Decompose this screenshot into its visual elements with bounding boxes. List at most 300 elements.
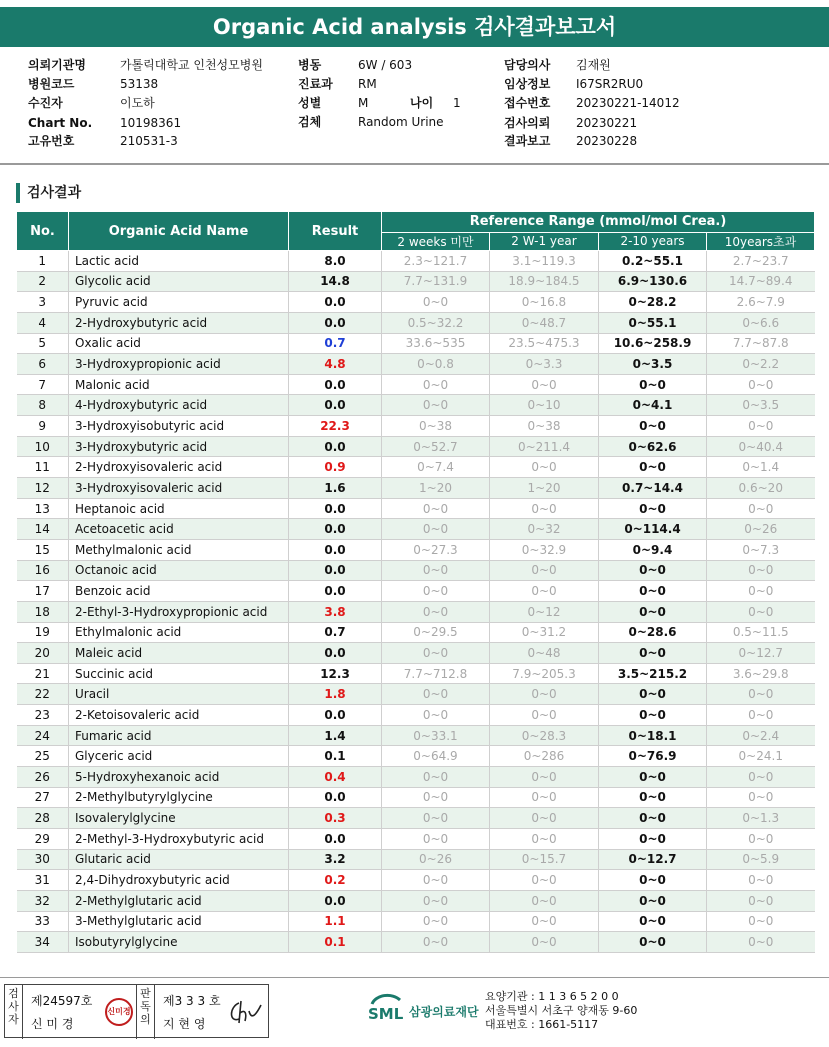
table-row	[17, 457, 815, 478]
row-number: 32	[17, 890, 69, 911]
header-ref-col: 2-10 years	[599, 232, 707, 250]
reference-range: 0~0	[707, 705, 815, 726]
row-number: 24	[17, 725, 69, 746]
table-row	[17, 271, 815, 292]
info-specimen	[298, 113, 498, 132]
reference-range: 0~26	[707, 519, 815, 540]
result-value: 22.3	[289, 416, 382, 437]
reference-range: 0~12	[490, 601, 599, 622]
reference-range: 0~28.3	[490, 725, 599, 746]
reference-range: 0~32.9	[490, 539, 599, 560]
reference-range: 33.6~535	[382, 333, 490, 354]
row-number: 25	[17, 746, 69, 767]
reference-range: 0~28.2	[599, 292, 707, 313]
reference-range: 0~0	[490, 498, 599, 519]
info-label: 진료과	[298, 77, 333, 91]
reference-range: 0~0	[599, 767, 707, 788]
patient-info	[0, 54, 829, 160]
reference-range: 0~76.9	[599, 746, 707, 767]
info-chart-no	[28, 114, 298, 133]
row-number: 14	[17, 519, 69, 540]
table-row	[17, 643, 815, 664]
reference-range: 0~12.7	[707, 643, 815, 664]
result-value: 0.0	[289, 787, 382, 808]
result-value: 0.0	[289, 539, 382, 560]
row-number: 7	[17, 374, 69, 395]
reference-range: 0~0	[599, 870, 707, 891]
reference-range: 0~0	[382, 787, 490, 808]
reference-range: 0~0	[490, 787, 599, 808]
row-number: 33	[17, 911, 69, 932]
lab-institution-code: 요양기관 : 1 1 3 6 5 2 0 0	[485, 990, 619, 1003]
reference-range: 0~0	[382, 374, 490, 395]
reference-range: 0~1.4	[707, 457, 815, 478]
reference-range: 0~0	[490, 808, 599, 829]
info-value: 1	[453, 96, 461, 110]
result-value: 3.2	[289, 849, 382, 870]
reference-range: 0.6~20	[707, 478, 815, 499]
table-row	[17, 849, 815, 870]
reference-range: 0~0	[382, 870, 490, 891]
info-value: 10198361	[120, 116, 182, 130]
reference-range: 0~0	[599, 374, 707, 395]
reference-range: 0~0	[599, 601, 707, 622]
reference-range: 7.7~712.8	[382, 663, 490, 684]
reviewer-name: 지 현 영	[163, 1017, 206, 1031]
result-value: 0.0	[289, 374, 382, 395]
table-row	[17, 828, 815, 849]
reference-range: 0~0	[707, 581, 815, 602]
acid-name: Lactic acid	[69, 251, 289, 272]
reference-range: 0~28.6	[599, 622, 707, 643]
table-row	[17, 436, 815, 457]
header-ref-col: 10years초과	[707, 232, 815, 250]
result-value: 0.0	[289, 643, 382, 664]
reference-range: 0~0	[599, 684, 707, 705]
info-label: 나이	[410, 96, 434, 110]
acid-name: Succinic acid	[69, 663, 289, 684]
reference-range: 0~48	[490, 643, 599, 664]
row-number: 28	[17, 808, 69, 829]
reference-range: 3.6~29.8	[707, 663, 815, 684]
tester-name: 신 미 경	[31, 1017, 74, 1031]
reference-range: 0~38	[490, 416, 599, 437]
reference-range: 0~0	[490, 767, 599, 788]
info-value: 53138	[120, 77, 159, 91]
tester-license: 제24597호	[31, 994, 93, 1008]
acid-name: Methylmalonic acid	[69, 539, 289, 560]
row-number: 27	[17, 787, 69, 808]
reference-range: 0~64.9	[382, 746, 490, 767]
acid-name: Glyceric acid	[69, 746, 289, 767]
acid-name: 3-Hydroxybutyric acid	[69, 436, 289, 457]
reference-range: 0~3.3	[490, 354, 599, 375]
reference-range: 0~0	[490, 890, 599, 911]
reference-range: 0~0	[707, 601, 815, 622]
table-row	[17, 911, 815, 932]
result-value: 0.0	[289, 498, 382, 519]
info-request-date	[504, 114, 754, 133]
header-ref-col: 2 W-1 year	[490, 232, 599, 250]
reference-range: 3.5~215.2	[599, 663, 707, 684]
info-value: 6W / 603	[358, 58, 413, 72]
reference-range: 0~0	[382, 705, 490, 726]
acid-name: Fumaric acid	[69, 725, 289, 746]
reference-range: 0~0	[382, 808, 490, 829]
result-value: 0.7	[289, 333, 382, 354]
reference-range: 0~1.3	[707, 808, 815, 829]
result-value: 0.0	[289, 436, 382, 457]
row-number: 16	[17, 560, 69, 581]
reference-range: 0~10	[490, 395, 599, 416]
reference-range: 0.2~55.1	[599, 251, 707, 272]
row-number: 10	[17, 436, 69, 457]
acid-name: Isovalerylglycine	[69, 808, 289, 829]
reference-range: 1~20	[382, 478, 490, 499]
row-number: 17	[17, 581, 69, 602]
acid-name: Heptanoic acid	[69, 498, 289, 519]
reference-range: 0~2.4	[707, 725, 815, 746]
table-row	[17, 787, 815, 808]
acid-name: Octanoic acid	[69, 560, 289, 581]
table-row	[17, 560, 815, 581]
reference-range: 0~0	[599, 705, 707, 726]
table-row	[17, 374, 815, 395]
reference-range: 2.3~121.7	[382, 251, 490, 272]
info-label: 의뢰기관명	[28, 58, 86, 72]
table-row	[17, 932, 815, 953]
reference-range: 0~18.1	[599, 725, 707, 746]
result-value: 0.0	[289, 395, 382, 416]
reference-range: 6.9~130.6	[599, 271, 707, 292]
table-row	[17, 601, 815, 622]
reference-range: 7.7~87.8	[707, 333, 815, 354]
info-value: 210531-3	[120, 134, 178, 148]
reference-range: 1~20	[490, 478, 599, 499]
info-hospital	[28, 56, 298, 75]
info-report-date	[504, 132, 754, 151]
reference-range: 0~0	[707, 416, 815, 437]
signature-icon	[227, 997, 263, 1027]
reference-range: 0~0	[490, 705, 599, 726]
result-value: 0.0	[289, 581, 382, 602]
results-table	[16, 211, 815, 953]
row-number: 22	[17, 684, 69, 705]
acid-name: Malonic acid	[69, 374, 289, 395]
info-department	[298, 75, 498, 94]
table-row	[17, 870, 815, 891]
reference-range: 0~7.4	[382, 457, 490, 478]
reference-range: 10.6~258.9	[599, 333, 707, 354]
info-label: 성별	[298, 96, 322, 110]
info-value: I67SR2RU0	[576, 77, 644, 91]
info-recipient	[28, 94, 298, 113]
acid-name: 2-Ketoisovaleric acid	[69, 705, 289, 726]
reference-range: 0~32	[490, 519, 599, 540]
result-value: 1.1	[289, 911, 382, 932]
acid-name: 2-Ethyl-3-Hydroxypropionic acid	[69, 601, 289, 622]
acid-name: 3-Hydroxypropionic acid	[69, 354, 289, 375]
info-label: 접수번호	[504, 96, 551, 110]
reference-range: 0~55.1	[599, 312, 707, 333]
row-number: 26	[17, 767, 69, 788]
row-number: 6	[17, 354, 69, 375]
reference-range: 0~15.7	[490, 849, 599, 870]
tester-label-text: 검사자	[8, 987, 19, 1026]
reference-range: 0~0	[599, 828, 707, 849]
reference-range: 3.1~119.3	[490, 251, 599, 272]
info-value: 이도하	[120, 96, 155, 110]
row-number: 8	[17, 395, 69, 416]
reference-range: 0~24.1	[707, 746, 815, 767]
result-value: 0.0	[289, 890, 382, 911]
info-value: 김재원	[576, 58, 611, 72]
reference-range: 0~0.8	[382, 354, 490, 375]
row-number: 2	[17, 271, 69, 292]
info-hospital-code	[28, 75, 298, 94]
acid-name: Isobutyrylglycine	[69, 932, 289, 953]
row-number: 29	[17, 828, 69, 849]
result-value: 0.1	[289, 746, 382, 767]
reference-range: 2.6~7.9	[707, 292, 815, 313]
table-row	[17, 395, 815, 416]
row-number: 31	[17, 870, 69, 891]
results-body	[17, 251, 815, 953]
reference-range: 0~114.4	[599, 519, 707, 540]
result-value: 1.4	[289, 725, 382, 746]
info-label: 수진자	[28, 96, 63, 110]
table-row	[17, 725, 815, 746]
reference-range: 0~7.3	[707, 539, 815, 560]
reference-range: 0~0	[707, 498, 815, 519]
info-label: 병원코드	[28, 77, 75, 91]
lab-name: 삼광의료재단	[409, 1005, 479, 1019]
result-value: 14.8	[289, 271, 382, 292]
result-value: 0.4	[289, 767, 382, 788]
acid-name: Benzoic acid	[69, 581, 289, 602]
acid-name: 2,4-Dihydroxybutyric acid	[69, 870, 289, 891]
acid-name: 3-Hydroxyisovaleric acid	[69, 478, 289, 499]
acid-name: Glycolic acid	[69, 271, 289, 292]
result-value: 0.0	[289, 312, 382, 333]
tester-seal	[105, 998, 133, 1026]
info-value: 20230221-14012	[576, 96, 680, 110]
reference-range: 0~33.1	[382, 725, 490, 746]
info-label: 결과보고	[504, 134, 551, 148]
reference-range: 0~0	[599, 911, 707, 932]
reference-range: 0~0	[707, 767, 815, 788]
reference-range: 0~62.6	[599, 436, 707, 457]
table-row	[17, 808, 815, 829]
result-value: 4.8	[289, 354, 382, 375]
row-number: 12	[17, 478, 69, 499]
row-number: 23	[17, 705, 69, 726]
acid-name: Maleic acid	[69, 643, 289, 664]
reference-range: 0~0	[707, 932, 815, 953]
reference-range: 0~0	[490, 581, 599, 602]
acid-name: 5-Hydroxyhexanoic acid	[69, 767, 289, 788]
acid-name: 3-Hydroxyisobutyric acid	[69, 416, 289, 437]
reference-range: 0~0	[382, 519, 490, 540]
table-row	[17, 333, 815, 354]
reference-range: 0~0	[707, 684, 815, 705]
reference-range: 14.7~89.4	[707, 271, 815, 292]
info-label: Chart No.	[28, 116, 93, 130]
row-number: 3	[17, 292, 69, 313]
reference-range: 0.5~32.2	[382, 312, 490, 333]
reference-range: 0~0	[382, 932, 490, 953]
reference-range: 0~12.7	[599, 849, 707, 870]
reference-range: 0~0	[599, 581, 707, 602]
result-value: 8.0	[289, 251, 382, 272]
reference-range: 0~4.1	[599, 395, 707, 416]
header-result: Result	[289, 212, 382, 251]
acid-name: 2-Methylbutyrylglycine	[69, 787, 289, 808]
tester-label	[5, 985, 23, 1039]
reference-range: 0~0	[382, 828, 490, 849]
reference-range: 23.5~475.3	[490, 333, 599, 354]
reference-range: 0~0	[707, 560, 815, 581]
info-receipt-no	[504, 94, 754, 113]
sml-logo-icon	[366, 990, 406, 1030]
info-label: 검사의뢰	[504, 116, 551, 130]
row-number: 1	[17, 251, 69, 272]
reference-range: 0~40.4	[707, 436, 815, 457]
table-row	[17, 663, 815, 684]
reference-range: 0~0	[382, 601, 490, 622]
table-row	[17, 767, 815, 788]
table-row	[17, 312, 815, 333]
header-reference: Reference Range (mmol/mol Crea.)	[382, 212, 815, 233]
reference-range: 0~0	[490, 911, 599, 932]
row-number: 19	[17, 622, 69, 643]
info-clinical	[504, 75, 754, 94]
reviewer-label	[137, 985, 155, 1039]
reference-range: 0~0	[707, 890, 815, 911]
row-number: 20	[17, 643, 69, 664]
table-row	[17, 416, 815, 437]
table-row	[17, 684, 815, 705]
divider	[0, 163, 829, 165]
divider	[0, 977, 829, 978]
reference-range: 0~0	[599, 416, 707, 437]
reference-range: 0~0	[490, 560, 599, 581]
row-number: 34	[17, 932, 69, 953]
result-value: 0.0	[289, 828, 382, 849]
table-row	[17, 498, 815, 519]
reference-range: 7.7~131.9	[382, 271, 490, 292]
reference-range: 0~0	[707, 787, 815, 808]
reference-range: 0.7~14.4	[599, 478, 707, 499]
row-number: 5	[17, 333, 69, 354]
reference-range: 0~29.5	[382, 622, 490, 643]
reference-range: 0~0	[599, 808, 707, 829]
reference-range: 0~0	[707, 870, 815, 891]
acid-name: 2-Hydroxybutyric acid	[69, 312, 289, 333]
reference-range: 0~0	[382, 767, 490, 788]
logo-text: SML	[368, 1005, 404, 1023]
reference-range: 0~0	[382, 890, 490, 911]
reference-range: 0~27.3	[382, 539, 490, 560]
row-number: 9	[17, 416, 69, 437]
reference-range: 0~0	[382, 911, 490, 932]
header-ref-col: 2 weeks 미만	[382, 232, 490, 250]
acid-name: 2-Methylglutaric acid	[69, 890, 289, 911]
row-number: 21	[17, 663, 69, 684]
row-number: 13	[17, 498, 69, 519]
info-value: RM	[358, 77, 377, 91]
reference-range: 0~0	[599, 787, 707, 808]
info-value: Random Urine	[358, 115, 444, 129]
acid-name: 2-Hydroxyisovaleric acid	[69, 457, 289, 478]
reviewer-label-text: 판독의	[140, 987, 151, 1026]
reference-range: 0~48.7	[490, 312, 599, 333]
acid-name: 2-Methyl-3-Hydroxybutyric acid	[69, 828, 289, 849]
header-name: Organic Acid Name	[69, 212, 289, 251]
acid-name: Oxalic acid	[69, 333, 289, 354]
reference-range: 0~0	[599, 457, 707, 478]
result-value: 0.0	[289, 705, 382, 726]
info-value: 20230228	[576, 134, 638, 148]
info-value: 가톨릭대학교 인천성모병원	[120, 58, 263, 72]
reference-range: 7.9~205.3	[490, 663, 599, 684]
reference-range: 0~0	[599, 643, 707, 664]
result-value: 0.9	[289, 457, 382, 478]
reference-range: 0~5.9	[707, 849, 815, 870]
tester-seal-text: 신미경	[107, 1007, 131, 1016]
row-number: 15	[17, 539, 69, 560]
info-label: 고유번호	[28, 134, 75, 148]
reference-range: 0~0	[599, 498, 707, 519]
section-title: 검사결과	[16, 183, 81, 203]
info-ward	[298, 56, 498, 75]
reference-range: 0~0	[382, 395, 490, 416]
acid-name: Pyruvic acid	[69, 292, 289, 313]
info-label: 검체	[298, 115, 322, 129]
result-value: 0.7	[289, 622, 382, 643]
reference-range: 0~52.7	[382, 436, 490, 457]
acid-name: Uracil	[69, 684, 289, 705]
reference-range: 0~0	[599, 890, 707, 911]
reference-range: 0~286	[490, 746, 599, 767]
reference-range: 0~3.5	[707, 395, 815, 416]
info-value: 20230221	[576, 116, 638, 130]
reference-range: 0~211.4	[490, 436, 599, 457]
acid-name: Glutaric acid	[69, 849, 289, 870]
result-value: 0.3	[289, 808, 382, 829]
reviewer-license: 제3 3 3 호	[163, 994, 221, 1008]
reference-range: 0~0	[599, 560, 707, 581]
reference-range: 0~0	[707, 374, 815, 395]
reference-range: 0~0	[382, 560, 490, 581]
reference-range: 0.5~11.5	[707, 622, 815, 643]
info-sex-age	[298, 94, 498, 113]
result-value: 0.0	[289, 560, 382, 581]
row-number: 30	[17, 849, 69, 870]
reference-range: 0~0	[599, 932, 707, 953]
reference-range: 0~26	[382, 849, 490, 870]
result-value: 0.0	[289, 292, 382, 313]
reference-range: 0~9.4	[599, 539, 707, 560]
reference-range: 0~0	[382, 498, 490, 519]
signature-box	[4, 984, 269, 1038]
info-unique-no	[28, 132, 298, 151]
table-row	[17, 292, 815, 313]
table-row	[17, 478, 815, 499]
reference-range: 0~0	[707, 911, 815, 932]
info-label: 병동	[298, 58, 322, 72]
header-no: No.	[17, 212, 69, 251]
